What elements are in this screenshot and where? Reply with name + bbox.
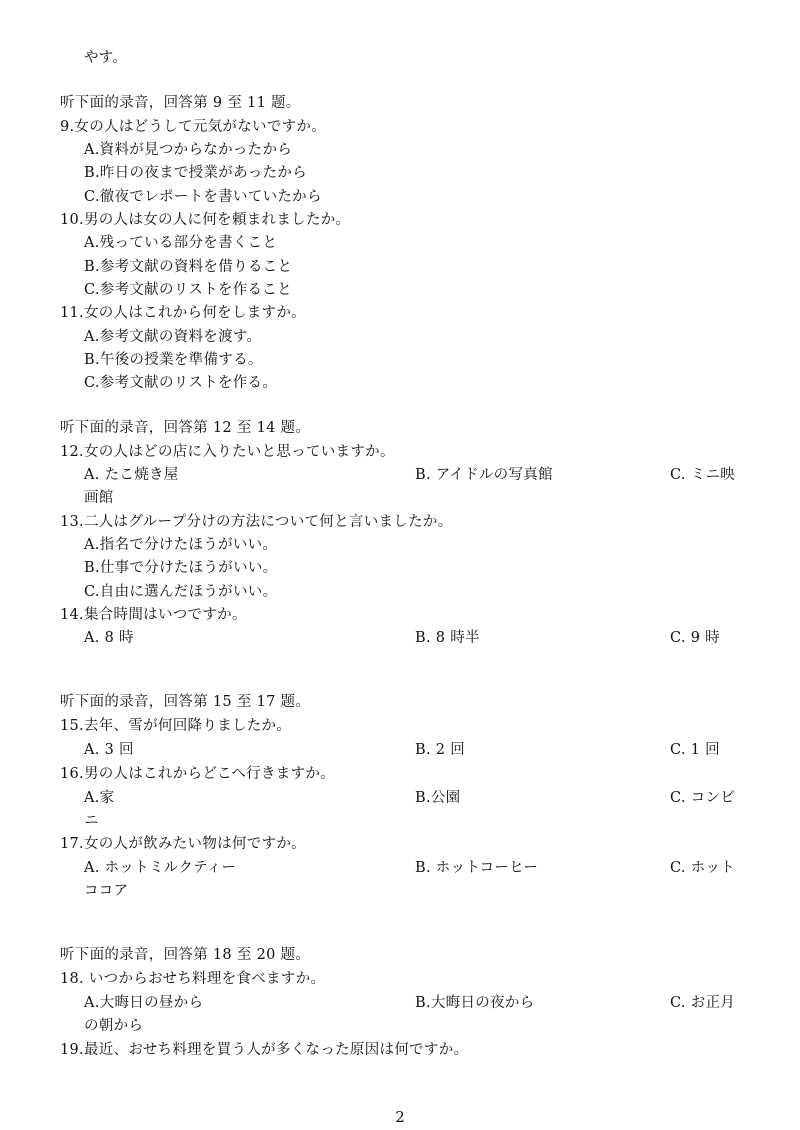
option-18b: B.大晦日の夜から	[415, 995, 535, 1011]
continuation-text: やす。	[84, 50, 128, 66]
question-13: 13.二人はグループ分けの方法について何と言いましたか。	[60, 514, 453, 530]
option-10c: C.参考文献のリストを作ること	[84, 282, 292, 298]
option-9a: A.資料が見つからなかったから	[84, 142, 293, 158]
option-18c: C. お正月	[670, 995, 736, 1011]
question-16: 16.男の人はこれからどこへ行きますか。	[60, 766, 335, 782]
option-14b: B. 8 時半	[415, 630, 480, 646]
option-12a: A. たこ焼き屋	[84, 467, 179, 483]
option-18c-continued: の朝から	[84, 1018, 144, 1034]
option-11a: A.参考文献の資料を渡す。	[84, 329, 262, 345]
option-17a: A. ホットミルクティー	[84, 860, 237, 876]
question-18: 18. いつからおせち料理を食べますか。	[60, 971, 326, 987]
option-15b: B. 2 回	[415, 742, 466, 758]
option-14a: A. 8 時	[84, 630, 134, 646]
option-12c-continued: 画館	[84, 490, 114, 506]
option-16b: B.公園	[415, 790, 461, 806]
section-instruction: 听下面的录音，回答第 12 至 14 题。	[60, 420, 311, 436]
option-18a: A.大晦日の昼から	[84, 995, 204, 1011]
question-9: 9.女の人はどうして元気がないですか。	[60, 119, 327, 135]
option-12b: B. アイドルの写真館	[415, 467, 553, 483]
option-11c: C.参考文献のリストを作る。	[84, 375, 278, 391]
question-14: 14.集合時間はいつですか。	[60, 607, 247, 623]
question-10: 10.男の人は女の人に何を頼まれましたか。	[60, 212, 351, 228]
question-12: 12.女の人はどの店に入りたいと思っていますか。	[60, 444, 395, 460]
option-10a: A.残っている部分を書くこと	[84, 235, 278, 251]
option-17b: B. ホットコーヒー	[415, 860, 539, 876]
section-instruction: 听下面的录音，回答第 9 至 11 题。	[60, 95, 301, 111]
option-11b: B.午後の授業を準備する。	[84, 352, 263, 368]
option-17c-continued: ココア	[84, 883, 129, 899]
option-14c: C. 9 時	[670, 630, 720, 646]
option-17c: C. ホット	[670, 860, 736, 876]
option-9b: B.昨日の夜まで授業があったから	[84, 165, 307, 181]
question-11: 11.女の人はこれから何をしますか。	[60, 305, 306, 321]
option-13b: B.仕事で分けたほうがいい。	[84, 560, 278, 576]
option-15a: A. 3 回	[84, 742, 134, 758]
question-15: 15.去年、雪が何回降りましたか。	[60, 718, 292, 734]
option-16c: C. コンビ	[670, 790, 736, 806]
option-13c: C.自由に選んだほうがいい。	[84, 584, 278, 600]
question-17: 17.女の人が飲みたい物は何ですか。	[60, 836, 306, 852]
option-10b: B.参考文献の資料を借りること	[84, 259, 293, 275]
section-instruction: 听下面的录音，回答第 15 至 17 题。	[60, 694, 311, 710]
option-12c: C. ミニ映	[670, 467, 736, 483]
option-9c: C.徹夜でレポートを書いていたから	[84, 189, 322, 205]
option-13a: A.指名で分けたほうがいい。	[84, 537, 278, 553]
option-15c: C. 1 回	[670, 742, 720, 758]
option-16c-continued: ニ	[84, 813, 99, 829]
section-instruction: 听下面的录音，回答第 18 至 20 题。	[60, 947, 311, 963]
question-19: 19.最近、おせち料理を買う人が多くなった原因は何ですか。	[60, 1042, 469, 1058]
page-number: 2	[395, 1108, 405, 1126]
option-16a: A.家	[84, 790, 115, 806]
